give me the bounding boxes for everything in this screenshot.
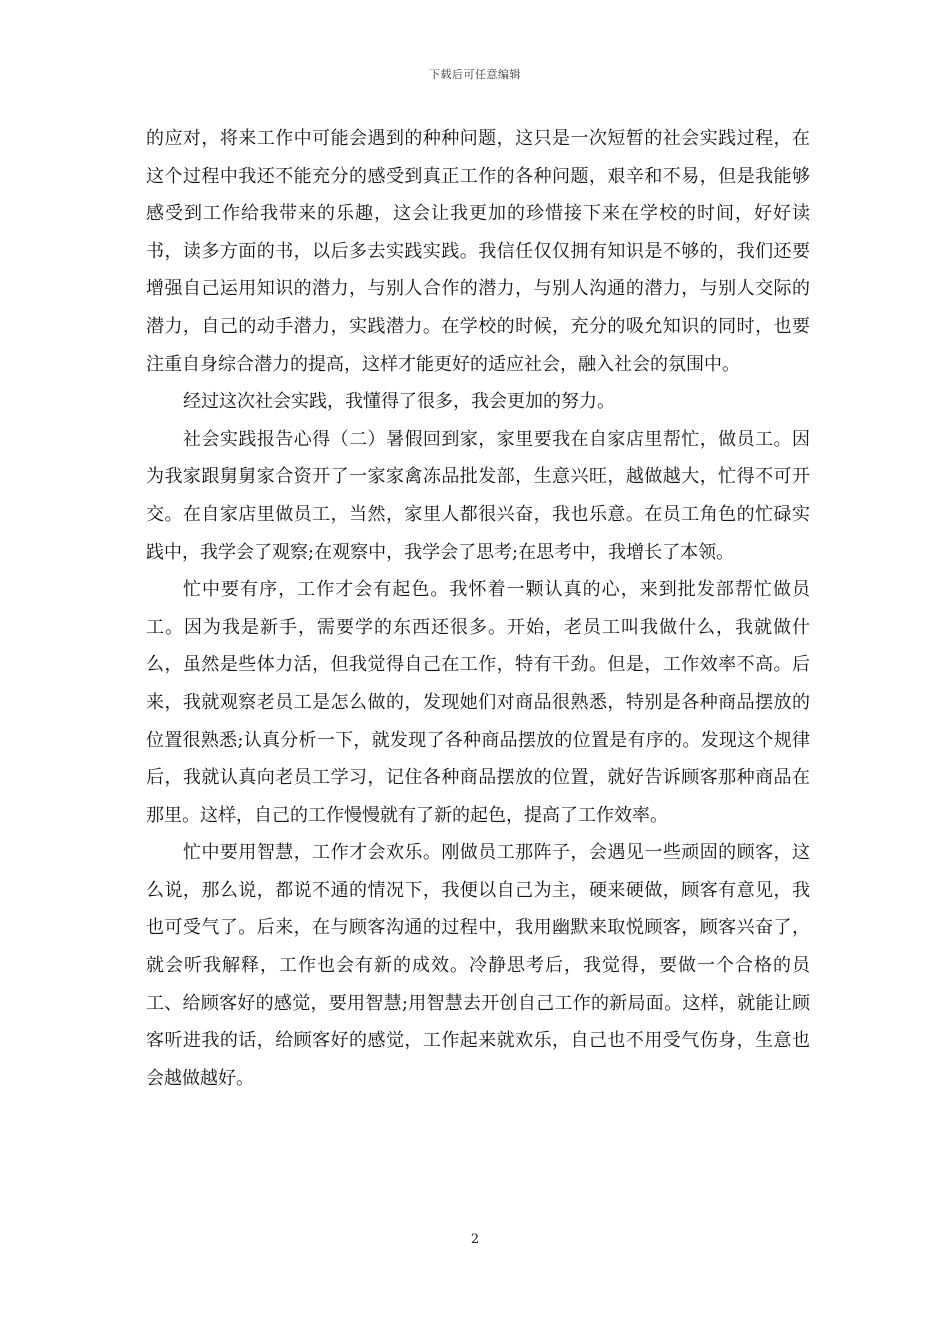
paragraph-report-two-intro: 社会实践报告心得（二）暑假回到家，家里要我在自家店里帮忙，做员工。因为我家跟舅舅家合资开了一家家禽冻品批发部，生意兴旺，越做越大，忙得不可开交。在自家店里做员工，当然，家里人都很兴奋，我也乐意。在员工角色的忙碌实践中，我学会了观察;在观察中，我学会了思考;在思考中，我增长了本领。 [146,428,810,563]
paragraph-order-at-work: 忙中要有序，工作才会有起色。我怀着一颗认真的心，来到批发部帮忙做员工。因为我是新手，需要学的东西还很多。开始，老员工叫我做什么，我就做什么，虽然是些体力活，但我觉得自己在工作，特有干劲。但是，工作效率不高。后来，我就观察老员工是怎么做的，发现她们对商品很熟悉，特别是各种商品摆放的位置很熟悉;认真分析一下，就发现了各种商品摆放的位置是有序的。发现这个规律后，我就认真向老员工学习，记住各种商品摆放的位置，就好告诉顾客那种商品在那里。这样，自己的工作慢慢就有了新的起色，提高了工作效率。 [146,579,810,826]
paragraph-conclusion: 经过这次社会实践，我懂得了很多，我会更加的努力。 [183,391,615,413]
page-header: 下载后可任意编辑 [429,68,521,81]
paragraph-wisdom-at-work: 忙中要用智慧，工作才会欢乐。刚做员工那阵子，会遇见一些顽固的顾客，这么说，那么说，都说不通的情况下，我便以自己为主，硬来硬做，顾客有意见，我也可受气了。后来，在与顾客沟通的过程中，我用幽默来取悦顾客，顾客兴奋了，就会听我解释，工作也会有新的成效。冷静思考后，我觉得，要做一个合格的员工、给顾客好的感觉，要用智慧;用智慧去开创自己工作的新局面。这样，就能让顾客听进我的话，给顾客好的感觉，工作起来就欢乐，自己也不用受气伤身，生意也会越做越好。 [146,842,810,1089]
document-body [146,120,810,1097]
paragraph-continuation: 的应对，将来工作中可能会遇到的种种问题，这只是一次短暂的社会实践过程，在这个过程中我还不能充分的感受到真正工作的各种问题，艰辛和不易，但是我能够感受到工作给我带来的乐趣，这会让我更加的珍惜接下来在学校的时间，好好读书，读多方面的书，以后多去实践实践。我信任仅仅拥有知识是不够的，我们还要增强自己运用知识的潜力，与别人合作的潜力，与别人沟通的潜力，与别人交际的潜力，自己的动手潜力，实践潜力。在学校的时候，充分的吸允知识的同时，也要注重自身综合潜力的提高，这样才能更好的适应社会，融入社会的氛围中。 [146,128,810,375]
page-number: 2 [470,1232,480,1247]
